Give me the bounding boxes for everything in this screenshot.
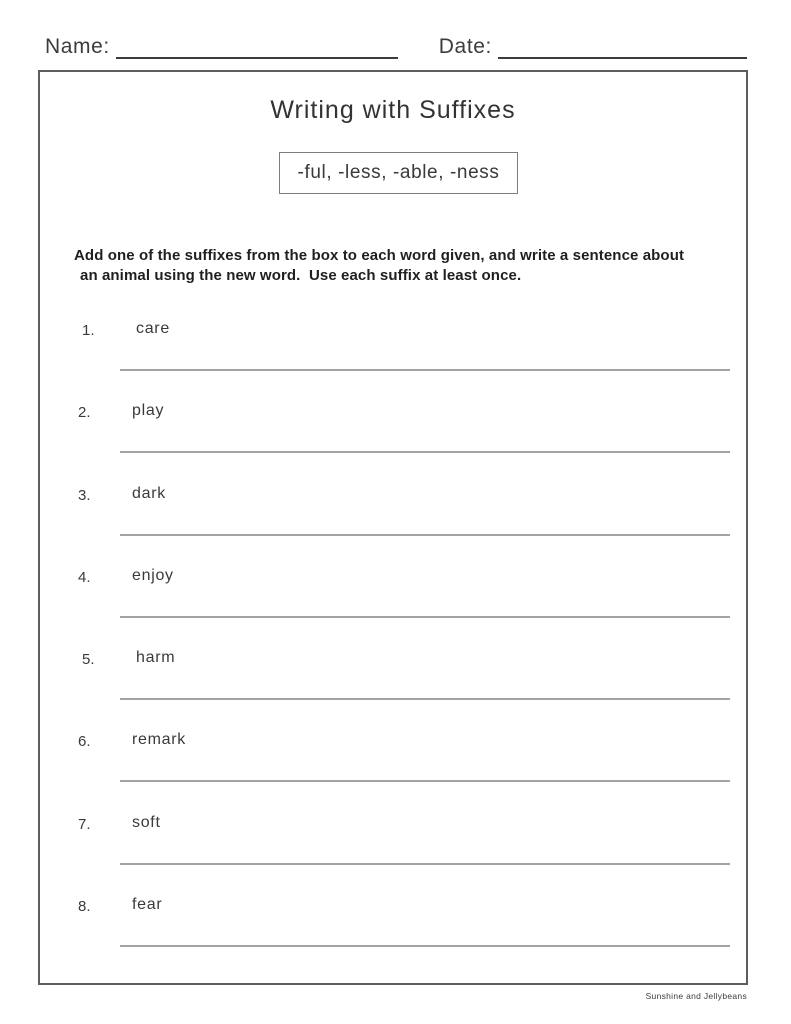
item-number: 5. — [82, 651, 95, 669]
answer-line[interactable] — [120, 451, 730, 453]
date-fill-line[interactable] — [498, 33, 747, 59]
worksheet-frame — [38, 70, 748, 985]
list-item — [40, 812, 746, 894]
instructions-line-1: Add one of the suffixes from the box to each word given, and write a sentence about — [74, 247, 685, 264]
item-number: 6. — [78, 733, 91, 751]
answer-line[interactable] — [120, 863, 730, 865]
name-fill-line[interactable] — [116, 33, 398, 59]
page-title: Writing with Suffixes — [270, 96, 516, 124]
answer-line[interactable] — [120, 698, 730, 700]
date-field-label: Date: — [438, 35, 492, 58]
list-item — [40, 318, 746, 400]
instructions-line-2: an animal using the new word. Use each suffix at least once. — [80, 267, 522, 284]
item-word: fear — [132, 896, 163, 914]
item-word: enjoy — [132, 566, 174, 584]
item-number: 2. — [78, 404, 91, 422]
item-word: remark — [132, 731, 186, 749]
item-number: 4. — [78, 568, 91, 586]
item-word: soft — [132, 813, 161, 831]
name-field-label: Name: — [45, 35, 110, 58]
answer-line[interactable] — [120, 369, 730, 371]
item-word: harm — [136, 649, 176, 667]
list-item — [40, 483, 746, 565]
item-number: 7. — [78, 815, 91, 833]
item-number: 1. — [82, 322, 95, 339]
instructions — [74, 246, 724, 286]
date-field — [439, 33, 747, 59]
name-field — [45, 33, 398, 59]
answer-line[interactable] — [120, 945, 730, 947]
item-word: dark — [132, 484, 166, 502]
item-word: play — [132, 402, 165, 420]
answer-line[interactable] — [120, 534, 730, 536]
worksheet-header — [45, 33, 747, 59]
word-list — [40, 318, 746, 976]
footer-credit: Sunshine and Jellybeans — [645, 991, 747, 1001]
list-item — [40, 894, 746, 976]
answer-line[interactable] — [120, 616, 730, 618]
list-item — [40, 400, 746, 482]
item-number: 8. — [78, 898, 91, 916]
list-item — [40, 729, 746, 811]
answer-line[interactable] — [120, 780, 730, 782]
suffix-word-bank: -ful, -less, -able, -ness — [279, 152, 518, 194]
item-number: 3. — [78, 486, 91, 504]
item-word: care — [136, 320, 170, 337]
list-item — [40, 647, 746, 729]
list-item — [40, 565, 746, 647]
